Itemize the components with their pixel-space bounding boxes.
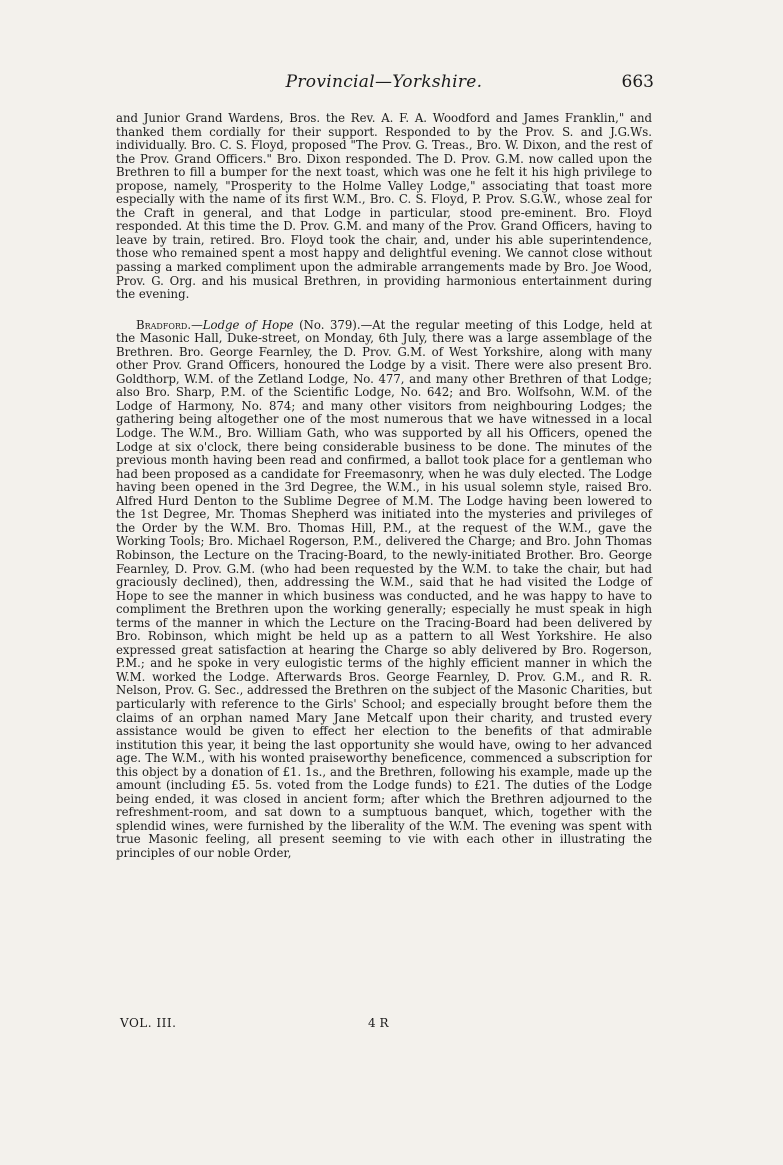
signature-mark: 4 R	[368, 1016, 389, 1030]
page-footer	[120, 1016, 420, 1034]
paragraph-text: (No. 379).—At the regular meeting of this Lodge, held at the Masonic Hall, Duke-street, on Monday, 6th July, there was a large assemblage of the Brethren. Bro. George Fearnley, the D. Prov. G.M. of West Yorkshire, along with many other Prov. Grand Officers, honoured the Lodge by a visit. There were also present Bro. Goldthorp, W.M. of the Zetland Lodge, No. 477, and many other Brethren of that Lodge; also Bro. Sharp, P.M. of the Scientific Lodge, No. 642; and Bro. Wolfsohn, W.M. of the Lodge of Harmony, No. 874; and many other visitors from neighbouring Lodges; the gathering being altogether one of the most numerous that we have witnessed in a local Lodge. The W.M., Bro. William Gath, who was supported by all his Officers, opened the Lodge at six o'clock, there being considerable business to be done. The minutes of the previous month having been read and confirmed, a ballot took place for a gentleman who had been proposed as a candidate for Freemasonry, when he was duly elected. The Lodge having been opened in the 3rd Degree, the W.M., in his usual solemn style, raised Bro. Alfred Hurd Denton to the Sublime Degree of M.M. The Lodge having been lowered to the 1st Degree, Mr. Thomas Shepherd was initiated into the mysteries and privileges of the Order by the W.M. Bro. Thomas Hill, P.M., at the request of the W.M., gave the Working Tools; Bro. Michael Rogerson, P.M., delivered the Charge; and Bro. John Thomas Robinson, the Lecture on the Tracing-Board, to the newly-initiated Brother. Bro. George Fearnley, D. Prov. G.M. (who had been requested by the W.M. to take the chair, but had graciously declined), then, addressing the W.M., said that he had visited the Lodge of Hope to see the manner in which business was conducted, and he was happy to have to compliment the Brethren upon the working generally; especially he must speak in high terms of the manner in which the Lecture on the Tracing-Board had been delivered by Bro. Robinson, which might be held up as a pattern to all West Yorkshire. He also expressed great satisfaction at hearing the Charge so ably delivered by Bro. Rogerson, P.M.; and he spoke in very eulogistic terms of the highly efficient manner in which the W.M. worked the Lodge. Afterwards Bros. George Fearnley, D. Prov. G.M., and R. R. Nelson, Prov. G. Sec., addressed the Brethren on the subject of the Masonic Charities, but particularly with reference to the Girls' School; and especially brought before them the claims of an orphan named Mary Jane Metcalf upon their charity, and trusted every assistance would be given to effect her election to the benefits of that admirable institution this year, it being the last opportunity she would have, owing to her advanced age. The W.M., with his wonted praiseworthy beneficence, commenced a subscription for this object by a donation of £1. 1s., and the Brethren, following his example, made up the amount (including £5. 5s. voted from the Lodge funds) to £21. The duties of the Lodge being ended, it was closed in ancient form; after which the Brethren adjourned to the refreshment-room, and sat down to a sumptuous banquet, which, together with the splendid wines, were furnished by the liberality of the W.M. The evening was spent with true Masonic feeling, all present seeming to vie with each other in illustrating the principles of our noble Order,	[116, 317, 652, 860]
running-title: Provincial—Yorkshire.	[285, 72, 483, 92]
page-header	[114, 72, 654, 102]
volume-label: VOL. III.	[120, 1016, 177, 1030]
page-number: 663	[621, 72, 654, 92]
paragraph-bradford-lodge-of-hope	[116, 319, 652, 861]
lodge-name: —Lodge of Hope	[191, 317, 294, 332]
paragraph-floyd-toasts: and Junior Grand Wardens, Bros. the Rev. A. F. A. Woodford and James Franklin," and thanked them cordially for their support. Responded to by the Prov. S. and J.G.Ws. individually. Bro. C. S. Floyd, proposed "The Prov. G. Treas., Bro. W. Dixon, and the rest of the Prov. Grand Officers." Bro. Dixon responded. The D. Prov. G.M. now called upon the Brethren to fill a bumper for the next toast, which was one he felt it his high privilege to propose, namely, "Prosperity to the Holme Valley Lodge," associating that toast more especially with the name of its first W.M., Bro. C. S. Floyd, P. Prov. S.G.W., whose zeal for the Craft in general, and that Lodge in particular, stood pre-eminent. Bro. Floyd responded. At this time the D. Prov. G.M. and many of the Prov. Grand Officers, having to leave by train, retired. Bro. Floyd took the chair, and, under his able superintendence, those who remained spent a most happy and delightful evening. We cannot close without passing a marked compliment upon the admirable arrangements made by Bro. Joe Wood, Prov. G. Org. and his musical Brethren, in providing harmonious entertainment during the evening.	[116, 111, 652, 302]
place-heading: Bradford.	[136, 317, 192, 332]
article-body	[116, 112, 652, 861]
